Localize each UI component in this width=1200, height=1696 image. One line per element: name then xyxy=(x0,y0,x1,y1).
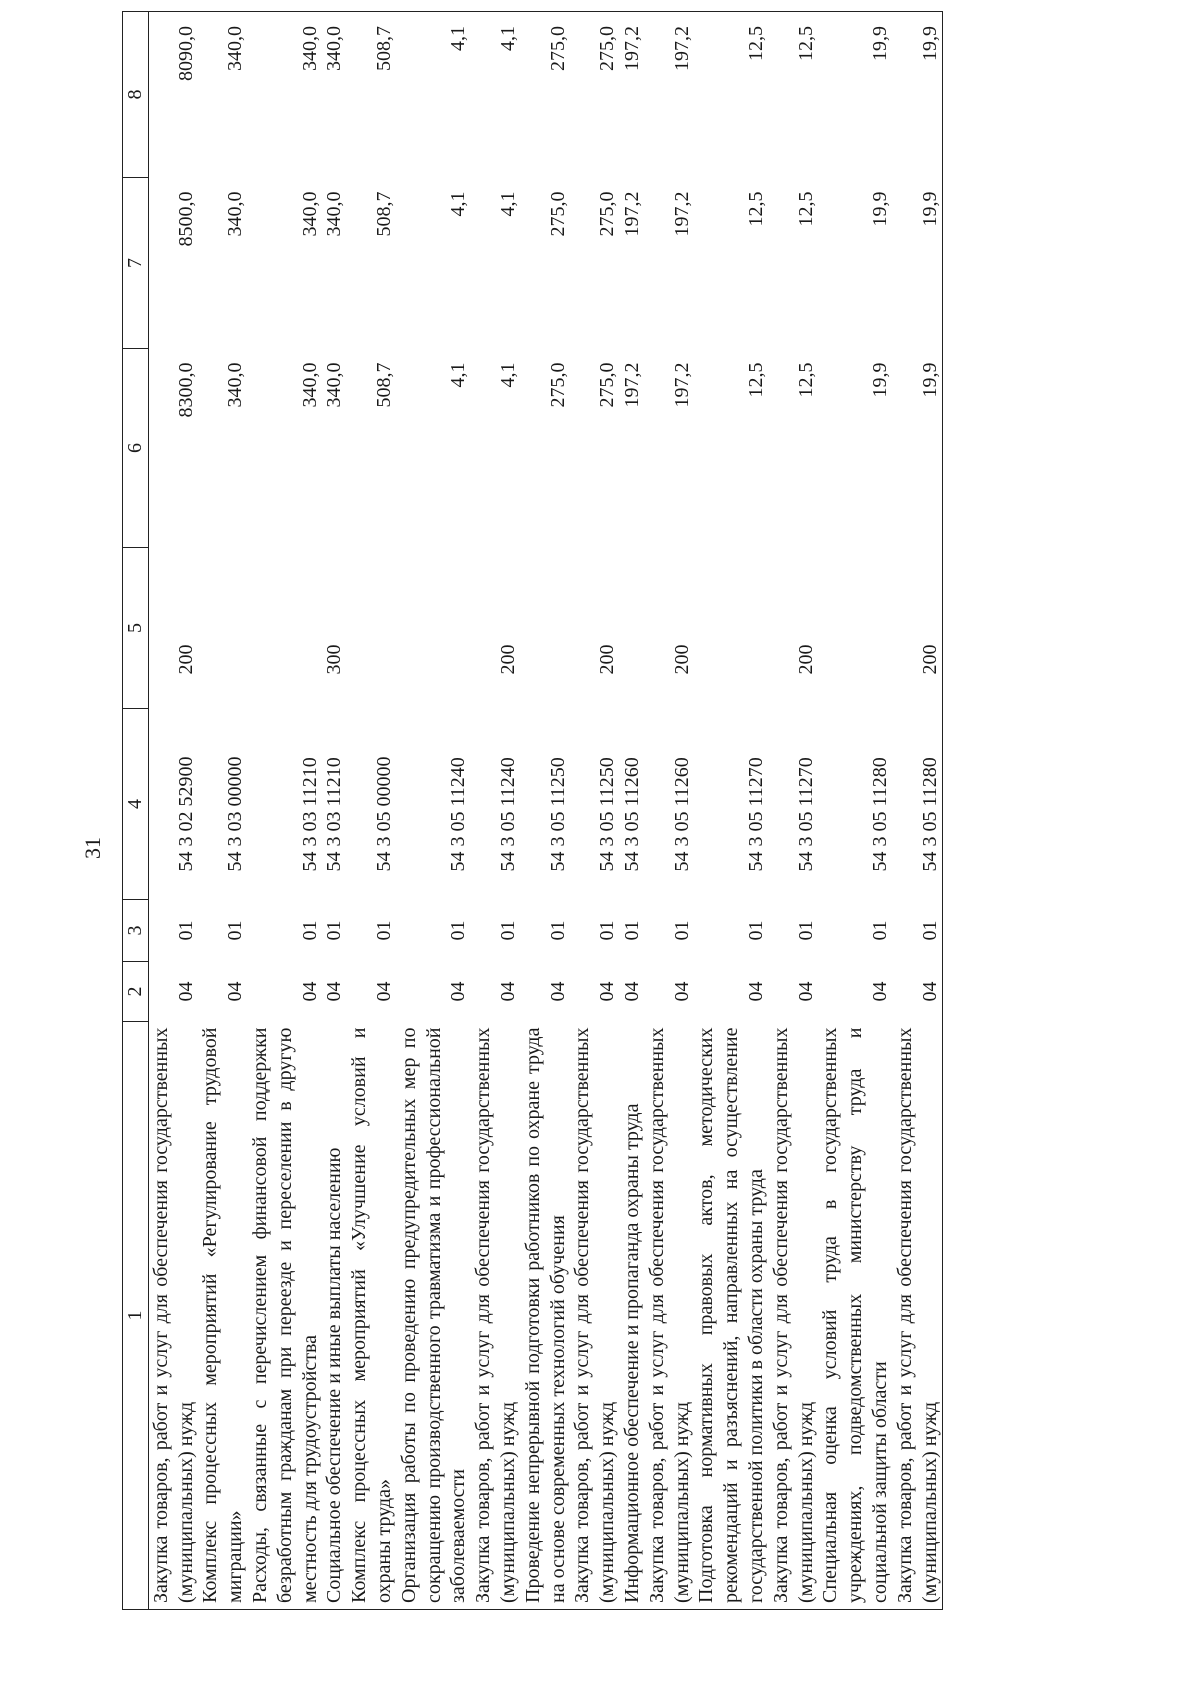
target-article-code: 54 3 05 11250 xyxy=(596,757,619,872)
amount-year-2: 340,0 xyxy=(298,191,321,237)
column-header: 3 xyxy=(123,900,149,962)
subsection-code: 01 xyxy=(794,920,817,941)
amount-year-1: 4,1 xyxy=(496,362,519,388)
page-number: 31 xyxy=(80,837,105,859)
row-description: Организация работы по проведению предупредительных мер по сокращению производственного травматизма и профессиональной заболеваемости xyxy=(397,1022,471,1610)
expense-type-code xyxy=(694,548,768,709)
row-description: Закупка товаров, работ и услуг для обеспечения государственных (муниципальных) нужд xyxy=(893,1022,943,1610)
expense-type-code xyxy=(818,548,892,709)
column-header: 6 xyxy=(123,349,149,548)
amount-year-1: 340,0 xyxy=(323,362,346,408)
column-header: 5 xyxy=(123,548,149,709)
row-description: Подготовка нормативных правовых актов, методических рекомендаций и разъяснений, направленных на осуществление государственной политики в области охраны труда xyxy=(694,1022,768,1610)
expense-type-code: 200 xyxy=(496,644,519,675)
amount-year-3: 4,1 xyxy=(471,12,521,178)
amount-year-3: 19,9 xyxy=(893,12,943,178)
row-description: Социальное обеспечение и иные выплаты населению xyxy=(322,1022,347,1610)
section-code: 04 xyxy=(496,981,519,1002)
table-row xyxy=(620,12,645,1610)
section-code: 04 xyxy=(868,981,891,1002)
row-description: Закупка товаров, работ и услуг для обеспечения государственных (муниципальных) нужд xyxy=(471,1022,521,1610)
amount-year-2: 19,9 xyxy=(893,178,943,349)
subsection-code: 01 xyxy=(620,920,643,941)
subsection-code: 01 xyxy=(744,920,767,941)
amount-year-1: 12,5 xyxy=(794,362,817,398)
section-code: 04 xyxy=(893,962,943,1022)
amount-year-1: 19,9 xyxy=(868,362,891,398)
target-article-code: 54 3 05 11240 xyxy=(447,757,470,872)
row-description: Комплекс процессных мероприятий «Улучшение условий и охраны труда» xyxy=(347,1022,397,1610)
expense-type-code xyxy=(521,548,571,709)
amount-year-3: 508,7 xyxy=(347,12,397,178)
section-code: 04 xyxy=(546,981,569,1002)
target-article-code: 54 3 05 11240 xyxy=(496,757,519,872)
amount-year-1: 340,0 xyxy=(224,362,247,408)
row-description: Расходы, связанные с перечислением финансовой поддержки безработным гражданам при переезде и переселении в другую местность для трудоустройства xyxy=(248,1022,322,1610)
section-code: 04 xyxy=(224,981,247,1002)
row-description: Закупка товаров, работ и услуг для обеспечения государственных (муниципальных) нужд xyxy=(645,1022,695,1610)
row-description: Закупка товаров, работ и услуг для обеспечения государственных (муниципальных) нужд xyxy=(570,1022,620,1610)
table-row xyxy=(471,12,521,1610)
table-row xyxy=(248,12,322,1610)
row-description: Информационное обеспечение и пропаганда охраны труда xyxy=(620,1022,645,1610)
amount-year-3: 12,5 xyxy=(769,12,819,178)
amount-year-3: 19,9 xyxy=(818,12,892,178)
table-row xyxy=(521,12,571,1610)
amount-year-2: 275,0 xyxy=(546,191,569,237)
section-code: 04 xyxy=(596,981,619,1002)
expense-type-code xyxy=(248,548,322,709)
amount-year-2: 340,0 xyxy=(323,191,346,237)
subsection-code: 01 xyxy=(868,920,891,941)
table-row xyxy=(570,12,620,1610)
amount-year-1: 8300,0 xyxy=(174,362,197,418)
target-article-code: 54 3 03 11210 xyxy=(323,757,346,872)
section-code: 04 xyxy=(620,981,643,1002)
column-header: 7 xyxy=(123,178,149,349)
amount-year-3: 197,2 xyxy=(645,12,695,178)
row-description: Комплекс процессных мероприятий «Регулирование трудовой миграции» xyxy=(198,1022,248,1610)
amount-year-1: 508,7 xyxy=(372,362,395,408)
budget-table xyxy=(122,11,943,1610)
subsection-code: 01 xyxy=(174,920,197,941)
amount-year-3: 340,0 xyxy=(198,12,248,178)
amount-year-2: 4,1 xyxy=(447,191,470,217)
expense-type-code xyxy=(620,548,645,709)
amount-year-1: 340,0 xyxy=(298,362,321,408)
table-row xyxy=(322,12,347,1610)
expense-type-code: 200 xyxy=(670,644,693,675)
amount-year-1: 275,0 xyxy=(546,362,569,408)
amount-year-3: 12,5 xyxy=(694,12,768,178)
expense-type-code: 200 xyxy=(893,548,943,709)
target-article-code: 54 3 05 11280 xyxy=(868,757,891,872)
amount-year-2: 340,0 xyxy=(224,191,247,237)
section-code: 04 xyxy=(372,981,395,1002)
expense-type-code: 200 xyxy=(794,644,817,675)
row-description: Специальная оценка условий труда в государственных учреждениях, подведомственных министерству труда и социальной защиты области xyxy=(818,1022,892,1610)
amount-year-2: 197,2 xyxy=(670,191,693,237)
amount-year-3: 340,0 xyxy=(248,12,322,178)
amount-year-2: 19,9 xyxy=(868,191,891,227)
section-code: 04 xyxy=(744,981,767,1002)
subsection-code: 01 xyxy=(372,920,395,941)
table-row xyxy=(818,12,892,1610)
amount-year-1: 4,1 xyxy=(447,362,470,388)
row-description: Закупка товаров, работ и услуг для обеспечения государственных (муниципальных) нужд xyxy=(769,1022,819,1610)
expense-type-code xyxy=(397,548,471,709)
column-header: 1 xyxy=(123,1022,149,1610)
amount-year-2: 508,7 xyxy=(372,191,395,237)
amount-year-3: 8090,0 xyxy=(148,12,198,178)
table-row xyxy=(694,12,768,1610)
target-article-code: 54 3 05 11260 xyxy=(670,757,693,872)
table-row xyxy=(148,12,198,1610)
table-row xyxy=(769,12,819,1610)
target-article-code: 54 3 05 11270 xyxy=(744,757,767,872)
section-code: 04 xyxy=(298,981,321,1002)
table-row xyxy=(645,12,695,1610)
row-description: Закупка товаров, работ и услуг для обеспечения государственных (муниципальных) нужд xyxy=(148,1022,198,1610)
target-article-code: 54 3 05 00000 xyxy=(372,756,395,872)
expense-type-code xyxy=(198,548,248,709)
subsection-code: 01 xyxy=(496,920,519,941)
section-code: 04 xyxy=(794,981,817,1002)
subsection-code: 01 xyxy=(447,920,470,941)
table-row xyxy=(893,12,943,1610)
subsection-code: 01 xyxy=(670,920,693,941)
target-article-code: 54 3 03 11210 xyxy=(298,757,321,872)
amount-year-2: 12,5 xyxy=(744,191,767,227)
section-code: 04 xyxy=(670,981,693,1002)
column-header: 2 xyxy=(123,962,149,1022)
amount-year-1: 12,5 xyxy=(744,362,767,398)
amount-year-1: 197,2 xyxy=(670,362,693,408)
target-article-code: 54 3 05 11270 xyxy=(794,757,817,872)
subsection-code: 01 xyxy=(546,920,569,941)
amount-year-1: 19,9 xyxy=(893,349,943,548)
subsection-code: 01 xyxy=(323,920,346,941)
target-article-code: 54 3 05 11260 xyxy=(620,757,643,872)
table-row xyxy=(347,12,397,1610)
target-article-code: 54 3 03 00000 xyxy=(224,756,247,872)
row-description: Проведение непрерывной подготовки работников по охране труда на основе современных технологий обучения xyxy=(521,1022,571,1610)
expense-type-code: 300 xyxy=(323,644,346,675)
amount-year-2: 12,5 xyxy=(794,191,817,227)
header-row xyxy=(123,12,149,1610)
amount-year-2: 4,1 xyxy=(496,191,519,217)
table-row xyxy=(397,12,471,1610)
target-article-code: 54 3 02 52900 xyxy=(174,756,197,872)
column-header: 4 xyxy=(123,709,149,900)
section-code: 04 xyxy=(323,981,346,1002)
amount-year-3: 197,2 xyxy=(620,12,645,178)
section-code: 04 xyxy=(174,981,197,1002)
amount-year-1: 275,0 xyxy=(596,362,619,408)
amount-year-2: 8500,0 xyxy=(174,191,197,247)
amount-year-3: 275,0 xyxy=(570,12,620,178)
amount-year-2: 275,0 xyxy=(596,191,619,237)
expense-type-code: 200 xyxy=(174,644,197,675)
table-row xyxy=(198,12,248,1610)
expense-type-code: 200 xyxy=(596,644,619,675)
amount-year-3: 275,0 xyxy=(521,12,571,178)
column-header: 8 xyxy=(123,12,149,178)
subsection-code: 01 xyxy=(893,900,943,962)
expense-type-code xyxy=(347,548,397,709)
amount-year-1: 197,2 xyxy=(620,362,643,408)
amount-year-3: 340,0 xyxy=(322,12,347,178)
target-article-code: 54 3 05 11280 xyxy=(893,709,943,900)
amount-year-3: 4,1 xyxy=(397,12,471,178)
subsection-code: 01 xyxy=(298,920,321,941)
subsection-code: 01 xyxy=(224,920,247,941)
section-code: 04 xyxy=(447,981,470,1002)
amount-year-2: 197,2 xyxy=(620,191,643,237)
subsection-code: 01 xyxy=(596,920,619,941)
target-article-code: 54 3 05 11250 xyxy=(546,757,569,872)
